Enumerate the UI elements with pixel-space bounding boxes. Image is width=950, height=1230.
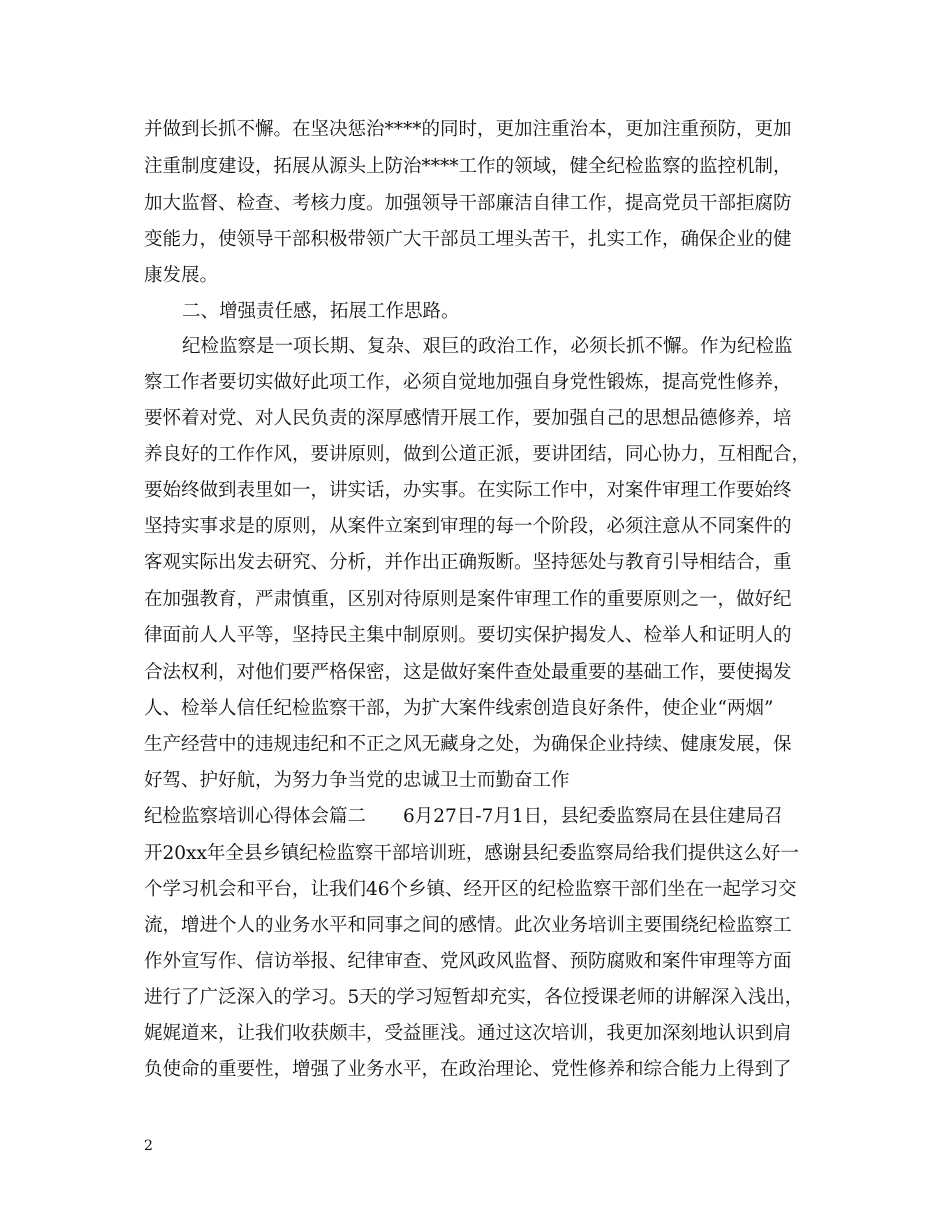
page-number: 2 bbox=[144, 1138, 153, 1154]
text-line: 康发展。 bbox=[144, 265, 219, 286]
text-line: 要始终做到表里如一，讲实话，办实事。在实际工作中，对案件审理工作要始终 bbox=[144, 480, 792, 501]
text-line: 要怀着对党、对人民负责的深厚感情开展工作，要加强自己的思想品德修养，培 bbox=[144, 408, 792, 429]
text-line: 坚持实事求是的原则，从案件立案到审理的每一个阶段，必须注意从不同案件的 bbox=[144, 516, 792, 537]
text-line: 养良好的工作作风，要讲原则，做到公道正派，要讲团结，同心协力，互相配合， bbox=[144, 444, 811, 465]
text-line: 加大监督、检查、考核力度。加强领导干部廉洁自律工作，提高党员干部拒腐防 bbox=[144, 193, 792, 214]
text-line: 纪检监察培训心得体会篇二 6月27日-7月1日，县纪委监察局在县住建局召 bbox=[144, 806, 783, 827]
text-line: 在加强教育，严肃慎重，区别对待原则是案件审理工作的重要原则之一，做好纪 bbox=[144, 589, 792, 610]
section-heading: 二、增强责任感，拓展工作思路。 bbox=[182, 301, 460, 322]
text-line: 个学习机会和平台，让我们46个乡镇、经开区的纪检监察干部们坐在一起学习交 bbox=[144, 879, 797, 900]
text-line: 流，增进个人的业务水平和同事之间的感情。此次业务培训主要围绕纪检监察工 bbox=[144, 915, 792, 936]
text-line: 注重制度建设，拓展从源头上防治****工作的领域，健全纪检监察的监控机制， bbox=[144, 156, 792, 177]
text-line: 合法权利，对他们要严格保密，这是做好案件查处最重要的基础工作，要使揭发 bbox=[144, 662, 792, 683]
text-line: 娓娓道来，让我们收获颇丰，受益匪浅。通过这次培训，我更加深刻地认识到肩 bbox=[144, 1023, 792, 1044]
text-line: 负使命的重要性，增强了业务水平，在政治理论、党性修养和综合能力上得到了 bbox=[144, 1059, 792, 1080]
text-line: 纪检监察是一项长期、复杂、艰巨的政治工作，必须长抓不懈。作为纪检监 bbox=[182, 336, 793, 357]
text-line: 作外宣写作、信访举报、纪律审查、党风政风监督、预防腐败和案件审理等方面 bbox=[144, 951, 792, 972]
text-line: 并做到长抓不懈。在坚决惩治****的同时，更加注重治本，更加注重预防，更加 bbox=[144, 119, 792, 140]
text-line: 客观实际出发去研究、分析，并作出正确叛断。坚持惩处与教育引导相结合，重 bbox=[144, 552, 792, 573]
text-line: 人、检举人信任纪检监察干部，为扩大案件线索创造良好条件，使企业“两烟” bbox=[144, 698, 774, 719]
text-line: 变能力，使领导干部积极带领广大干部员工埋头苦干，扎实工作，确保企业的健 bbox=[144, 229, 792, 250]
text-line: 生产经营中的违规违纪和不正之风无藏身之处，为确保企业持续、健康发展，保 bbox=[144, 734, 792, 755]
text-line: 进行了广泛深入的学习。5天的学习短暂却充实，各位授课老师的讲解深入浅出， bbox=[144, 987, 804, 1008]
text-line: 开20xx年全县乡镇纪检监察干部培训班，感谢县纪委监察局给我们提供这么好一 bbox=[144, 843, 799, 864]
text-line: 好驾、护好航，为努力争当党的忠诚卫士而勤奋工作 bbox=[144, 770, 570, 791]
text-line: 律面前人人平等，坚持民主集中制原则。要切实保护揭发人、检举人和证明人的 bbox=[144, 625, 792, 646]
text-line: 察工作者要切实做好此项工作，必须自觉地加强自身党性锻炼，提高党性修养， bbox=[144, 372, 792, 393]
